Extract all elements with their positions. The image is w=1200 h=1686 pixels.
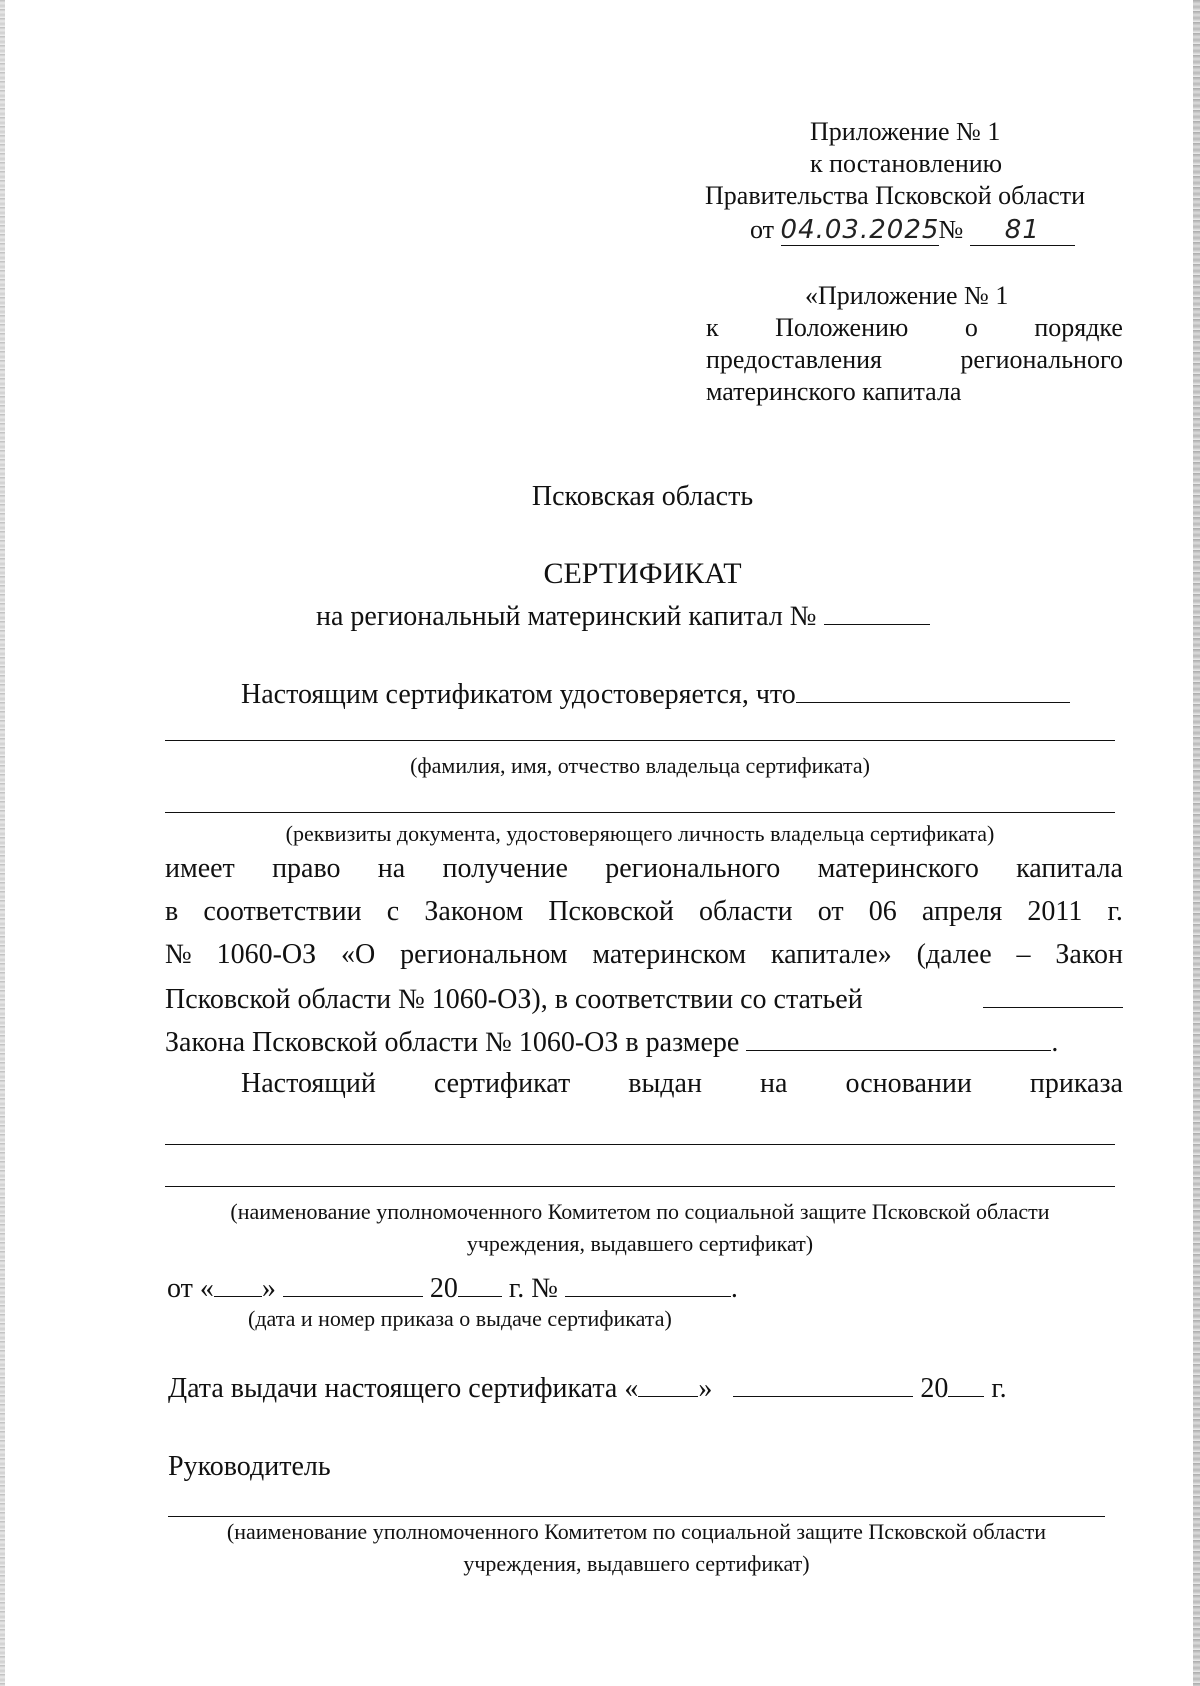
- id-document-field-line: [165, 812, 1115, 813]
- body-word: г.: [1107, 896, 1123, 927]
- subtitle-text: на региональный материнский капитал №: [316, 601, 817, 632]
- caption-head-line-2: учреждения, выдавшего сертификат): [463, 1551, 810, 1576]
- header-appendix-line: Приложение № 1: [810, 117, 1001, 146]
- body-word: региональном: [400, 939, 568, 970]
- body-word: регионального: [605, 853, 781, 884]
- header-government-line: Правительства Псковской области: [705, 181, 1086, 210]
- body-word: выдан: [628, 1068, 702, 1099]
- scan-edge-left: [0, 0, 5, 1686]
- issue-date-label: Дата выдачи настоящего сертификата «: [168, 1373, 639, 1404]
- annex-word: о: [964, 313, 978, 342]
- head-signature-field-line: [168, 1516, 1105, 1517]
- issue-close-quote: »: [698, 1373, 713, 1404]
- header-resolution-line: к постановлению: [810, 149, 1003, 178]
- issue-year-suffix: г.: [991, 1373, 1007, 1404]
- caption-order: (дата и номер приказа о выдаче сертификата): [248, 1306, 672, 1331]
- order-year-field: [458, 1270, 502, 1297]
- certify-line: [241, 676, 1070, 712]
- issue-year-field: [948, 1370, 984, 1397]
- head-label: Руководитель: [168, 1451, 331, 1482]
- body-word: Закон: [1055, 939, 1123, 970]
- body-word: 06: [868, 896, 897, 927]
- body-line-3: [165, 938, 1123, 972]
- body-word: капитала: [1016, 853, 1123, 884]
- order-number-label: г. №: [508, 1273, 558, 1304]
- owner-name-field-line: [165, 740, 1115, 741]
- period: .: [730, 1273, 738, 1304]
- order-year-prefix: 20: [429, 1273, 458, 1304]
- annex-line-4: материнского капитала: [706, 377, 962, 406]
- order-close-quote: »: [261, 1273, 276, 1304]
- annex-word: предоставления: [706, 345, 882, 374]
- body-word: №: [165, 939, 192, 970]
- caption-head-line-1: (наименование уполномоченного Комитетом по социальной защите Псковской области: [226, 1519, 1047, 1544]
- handwritten-date: 04.03.2025: [780, 215, 940, 245]
- order-from-label: от «: [167, 1273, 214, 1304]
- body-word: основании: [845, 1068, 972, 1099]
- annex-word: порядке: [1034, 313, 1123, 342]
- body-word: имеет: [165, 853, 235, 884]
- order-date-line: [167, 1270, 738, 1306]
- certificate-title: СЕРТИФИКАТ: [543, 557, 742, 590]
- order-institution-field-line-2: [165, 1186, 1115, 1187]
- handwritten-number-field: [970, 215, 1075, 246]
- body-word: Псковской: [548, 896, 674, 927]
- body-word: капитале»: [770, 939, 892, 970]
- region-name: Псковская область: [531, 481, 754, 512]
- issue-date-line: [168, 1370, 1007, 1406]
- body-line-1: [165, 852, 1123, 886]
- body-word: –: [1016, 939, 1031, 970]
- body-word: апреля: [921, 896, 1003, 927]
- law-article-field: [983, 981, 1123, 1008]
- annex-word: Положению: [775, 313, 909, 342]
- annex-title: «Приложение № 1: [805, 281, 1009, 310]
- body-line-4: [165, 981, 1123, 1017]
- handwritten-date-field: [781, 215, 939, 246]
- body-word: сертификат: [433, 1068, 571, 1099]
- order-day-field: [214, 1270, 262, 1297]
- body-word: с: [386, 896, 400, 927]
- body-word: Настоящий: [241, 1068, 376, 1099]
- body-word: право: [272, 853, 341, 884]
- body-word: на: [760, 1068, 788, 1099]
- annex-word: регионального: [960, 345, 1123, 374]
- number-prefix: №: [938, 215, 964, 244]
- body-word: «О: [340, 939, 376, 970]
- body-line-5-text: Закона Псковской области № 1060-ОЗ в размере: [165, 1027, 740, 1058]
- date-prefix: от: [750, 215, 775, 244]
- issue-day-field: [638, 1370, 698, 1397]
- caption-institution-line-1: (наименование уполномоченного Комитетом по социальной защите Псковской области: [230, 1199, 1050, 1224]
- body-word: приказа: [1029, 1068, 1123, 1099]
- body-word: на: [377, 853, 406, 884]
- annex-line-2: [706, 312, 1123, 344]
- body-word: области: [698, 896, 793, 927]
- body-line-6: [241, 1067, 1123, 1101]
- certificate-number-field: [824, 598, 930, 625]
- body-word: (далее: [916, 939, 992, 970]
- order-month-field: [283, 1270, 423, 1297]
- header-date-line: [750, 214, 1075, 246]
- certificate-subtitle: [316, 598, 930, 634]
- body-word: в: [165, 896, 179, 927]
- body-word: от: [817, 896, 844, 927]
- handwritten-number: 81: [1004, 215, 1040, 245]
- body-line-5: [165, 1024, 1058, 1060]
- annex-word: к: [706, 313, 719, 342]
- body-word: соответствии: [203, 896, 362, 927]
- caption-owner-name: (фамилия, имя, отчество владельца сертификата): [410, 753, 870, 778]
- caption-institution-line-2: учреждения, выдавшего сертификат): [466, 1231, 814, 1256]
- certify-text: Настоящим сертификатом удостоверяется, что: [241, 679, 796, 710]
- body-word: получение: [442, 853, 568, 884]
- body-line-4-text: Псковской области № 1060-ОЗ), в соответствии со статьей: [165, 984, 863, 1015]
- body-word: материнского: [817, 853, 979, 884]
- scan-edge-right: [1193, 0, 1200, 1686]
- issue-month-field: [733, 1370, 913, 1397]
- caption-id-document: (реквизиты документа, удостоверяющего личность владельца сертификата): [285, 821, 995, 846]
- issue-year-prefix: 20: [920, 1373, 949, 1404]
- order-number-field: [565, 1270, 731, 1297]
- order-institution-field-line-1: [165, 1144, 1115, 1145]
- body-word: 1060-ОЗ: [216, 939, 317, 970]
- body-word: Законом: [424, 896, 524, 927]
- annex-line-3: [706, 344, 1123, 376]
- body-word: материнском: [592, 939, 747, 970]
- capital-amount-field: [746, 1024, 1051, 1051]
- period: .: [1051, 1027, 1059, 1058]
- owner-name-field-start: [796, 676, 1070, 703]
- body-word: 2011: [1027, 896, 1083, 927]
- body-line-2: [165, 895, 1123, 929]
